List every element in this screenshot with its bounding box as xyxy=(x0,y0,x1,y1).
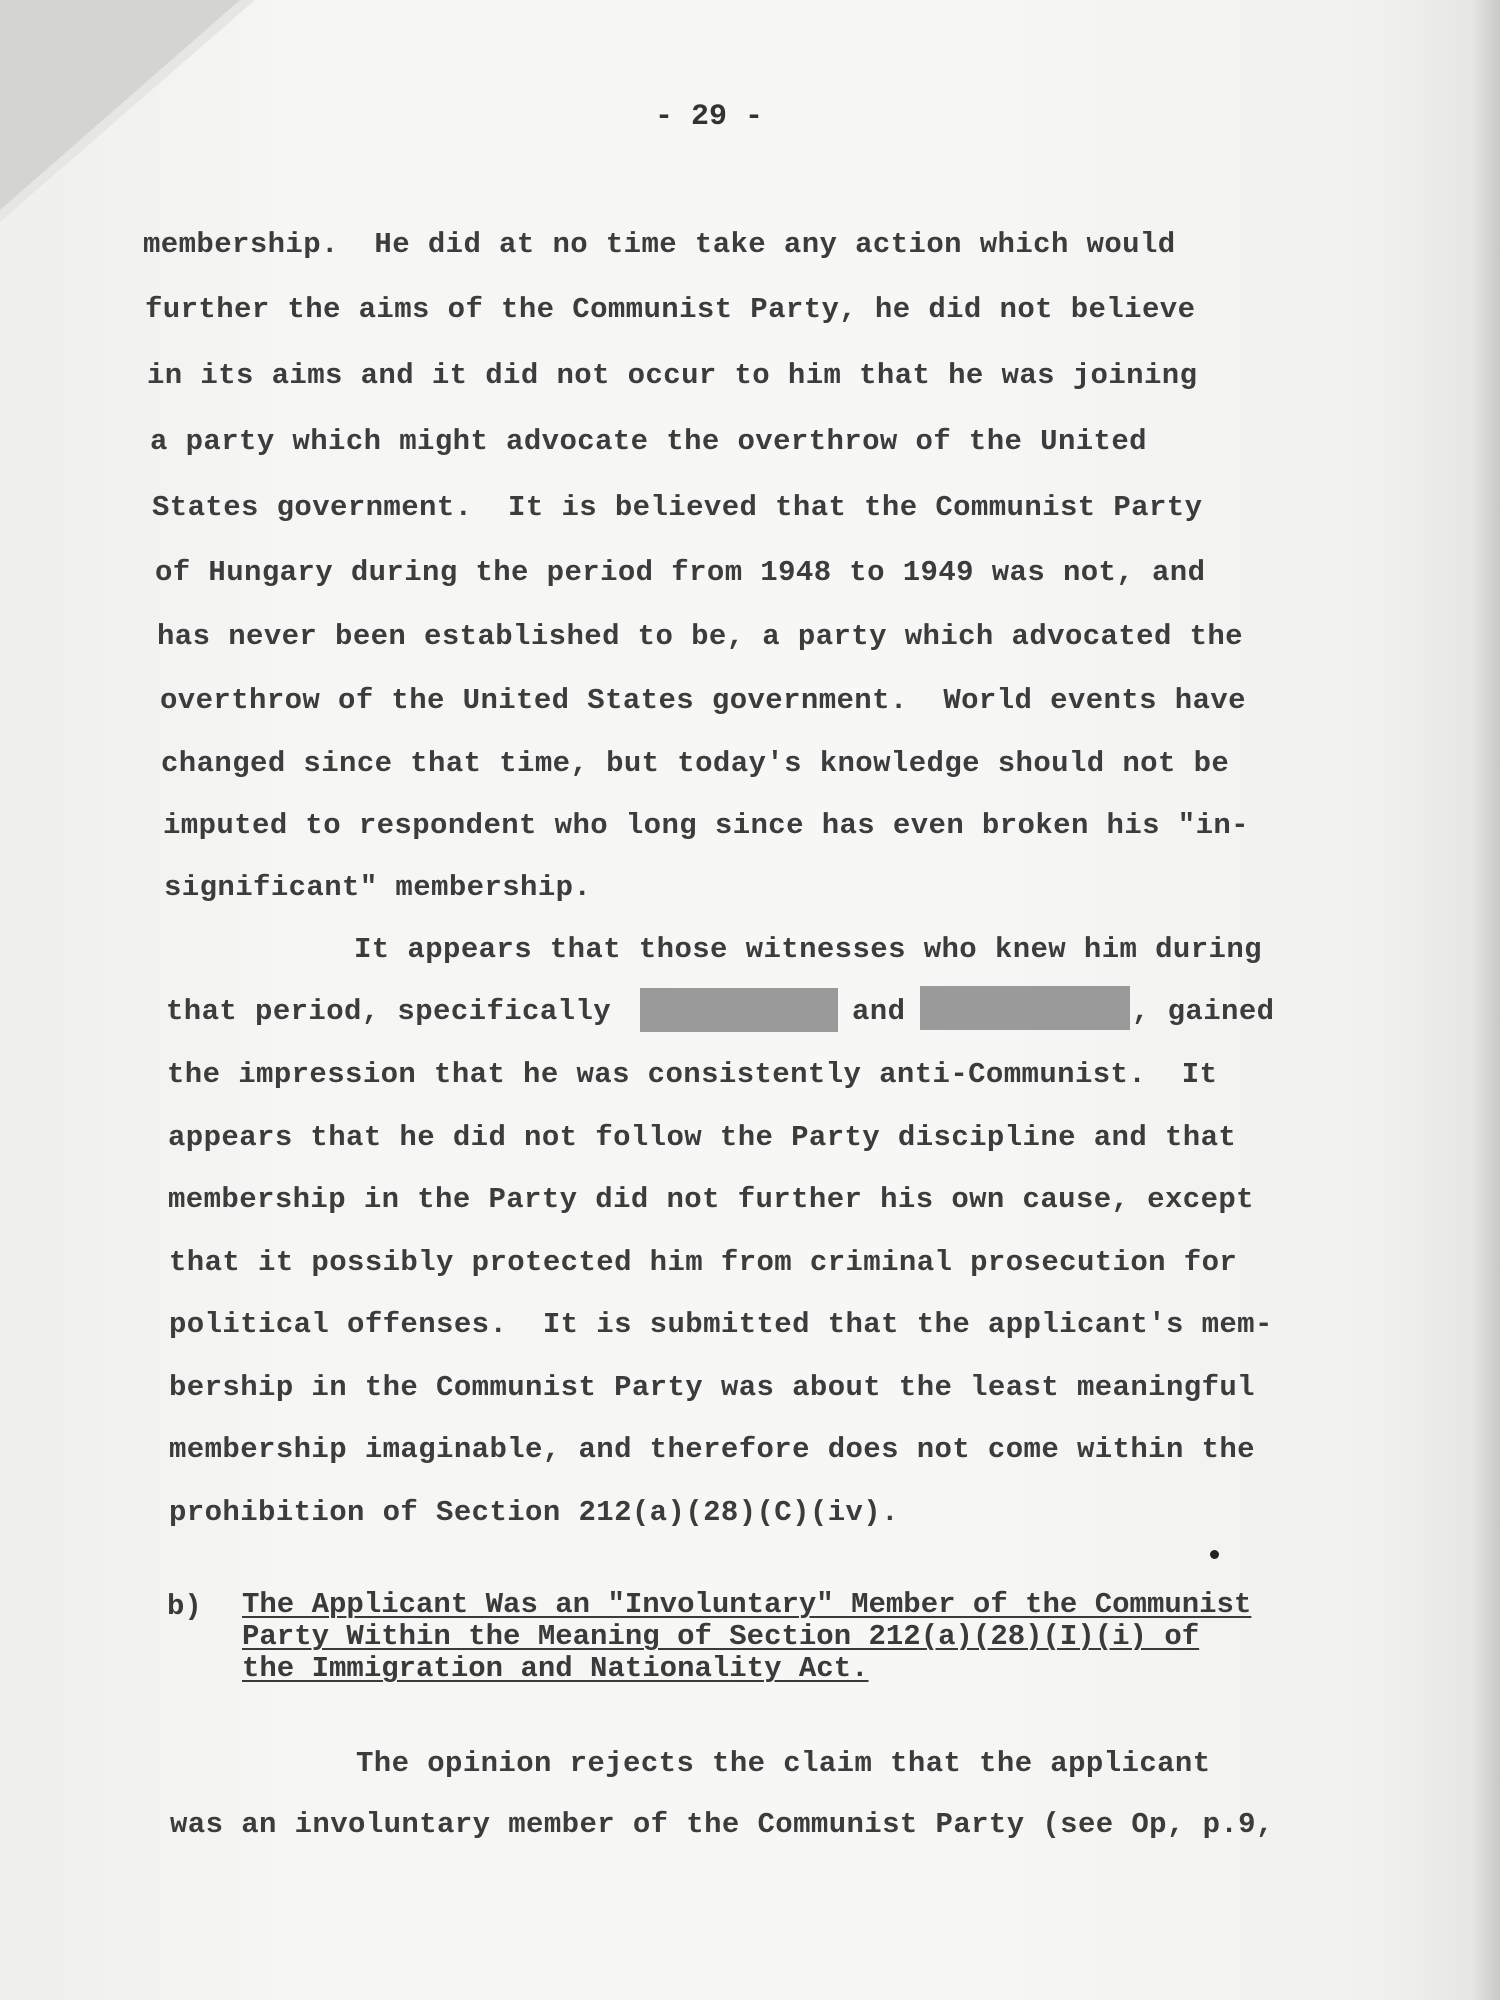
text-line: bership in the Communist Party was about the least meaningful xyxy=(169,1371,1255,1404)
text-line: It appears that those witnesses who knew him during xyxy=(354,933,1262,966)
text-line: that period, specifically xyxy=(166,995,612,1028)
page-number: - 29 - xyxy=(655,100,764,134)
heading-label: b) xyxy=(167,1590,202,1623)
text-line: appears that he did not follow the Party discipline and that xyxy=(168,1121,1237,1154)
text-line: States government. It is believed that the Communist Party xyxy=(152,491,1203,524)
text-line: in its aims and it did not occur to him that he was joining xyxy=(147,359,1198,392)
text-line: membership in the Party did not further his own cause, except xyxy=(168,1183,1254,1216)
redaction-box xyxy=(920,986,1130,1030)
text-line: , gained xyxy=(1132,995,1275,1028)
text-line: imputed to respondent who long since has even broken his "in- xyxy=(163,809,1249,842)
heading-line: the Immigration and Nationality Act. xyxy=(242,1652,869,1685)
text-line: a party which might advocate the overthrow of the United xyxy=(150,425,1147,458)
text-line: political offenses. It is submitted that the applicant's mem- xyxy=(169,1308,1273,1341)
heading-line: Party Within the Meaning of Section 212(a)(28)(I)(i) of xyxy=(242,1620,1200,1653)
text-line: membership imaginable, and therefore does not come within the xyxy=(169,1433,1255,1466)
text-line: overthrow of the United States government. World events have xyxy=(160,684,1246,717)
redaction-box xyxy=(640,988,838,1032)
folded-corner xyxy=(0,0,240,210)
text-line: that it possibly protected him from criminal prosecution for xyxy=(169,1246,1238,1279)
text-line: significant" membership. xyxy=(164,871,592,904)
text-line: has never been established to be, a party which advocated the xyxy=(157,620,1243,653)
text-line: The opinion rejects the claim that the applicant xyxy=(356,1747,1211,1780)
text-line: was an involuntary member of the Communist Party (see Op, p.9, xyxy=(170,1808,1274,1841)
text-line: of Hungary during the period from 1948 to 1949 was not, and xyxy=(155,556,1206,589)
text-line: membership. He did at no time take any action which would xyxy=(143,228,1176,261)
text-line: the impression that he was consistently anti-Communist. It xyxy=(167,1058,1218,1091)
text-line: changed since that time, but today's knowledge should not be xyxy=(161,747,1230,780)
page-edge xyxy=(1472,0,1500,2000)
text-line: and xyxy=(852,995,906,1028)
text-line: prohibition of Section 212(a)(28)(C)(iv). xyxy=(169,1496,899,1529)
heading-line: The Applicant Was an "Involuntary" Member of the Communist xyxy=(242,1588,1252,1621)
ink-spot xyxy=(1210,1550,1219,1559)
text-line: further the aims of the Communist Party, he did not believe xyxy=(145,293,1196,326)
